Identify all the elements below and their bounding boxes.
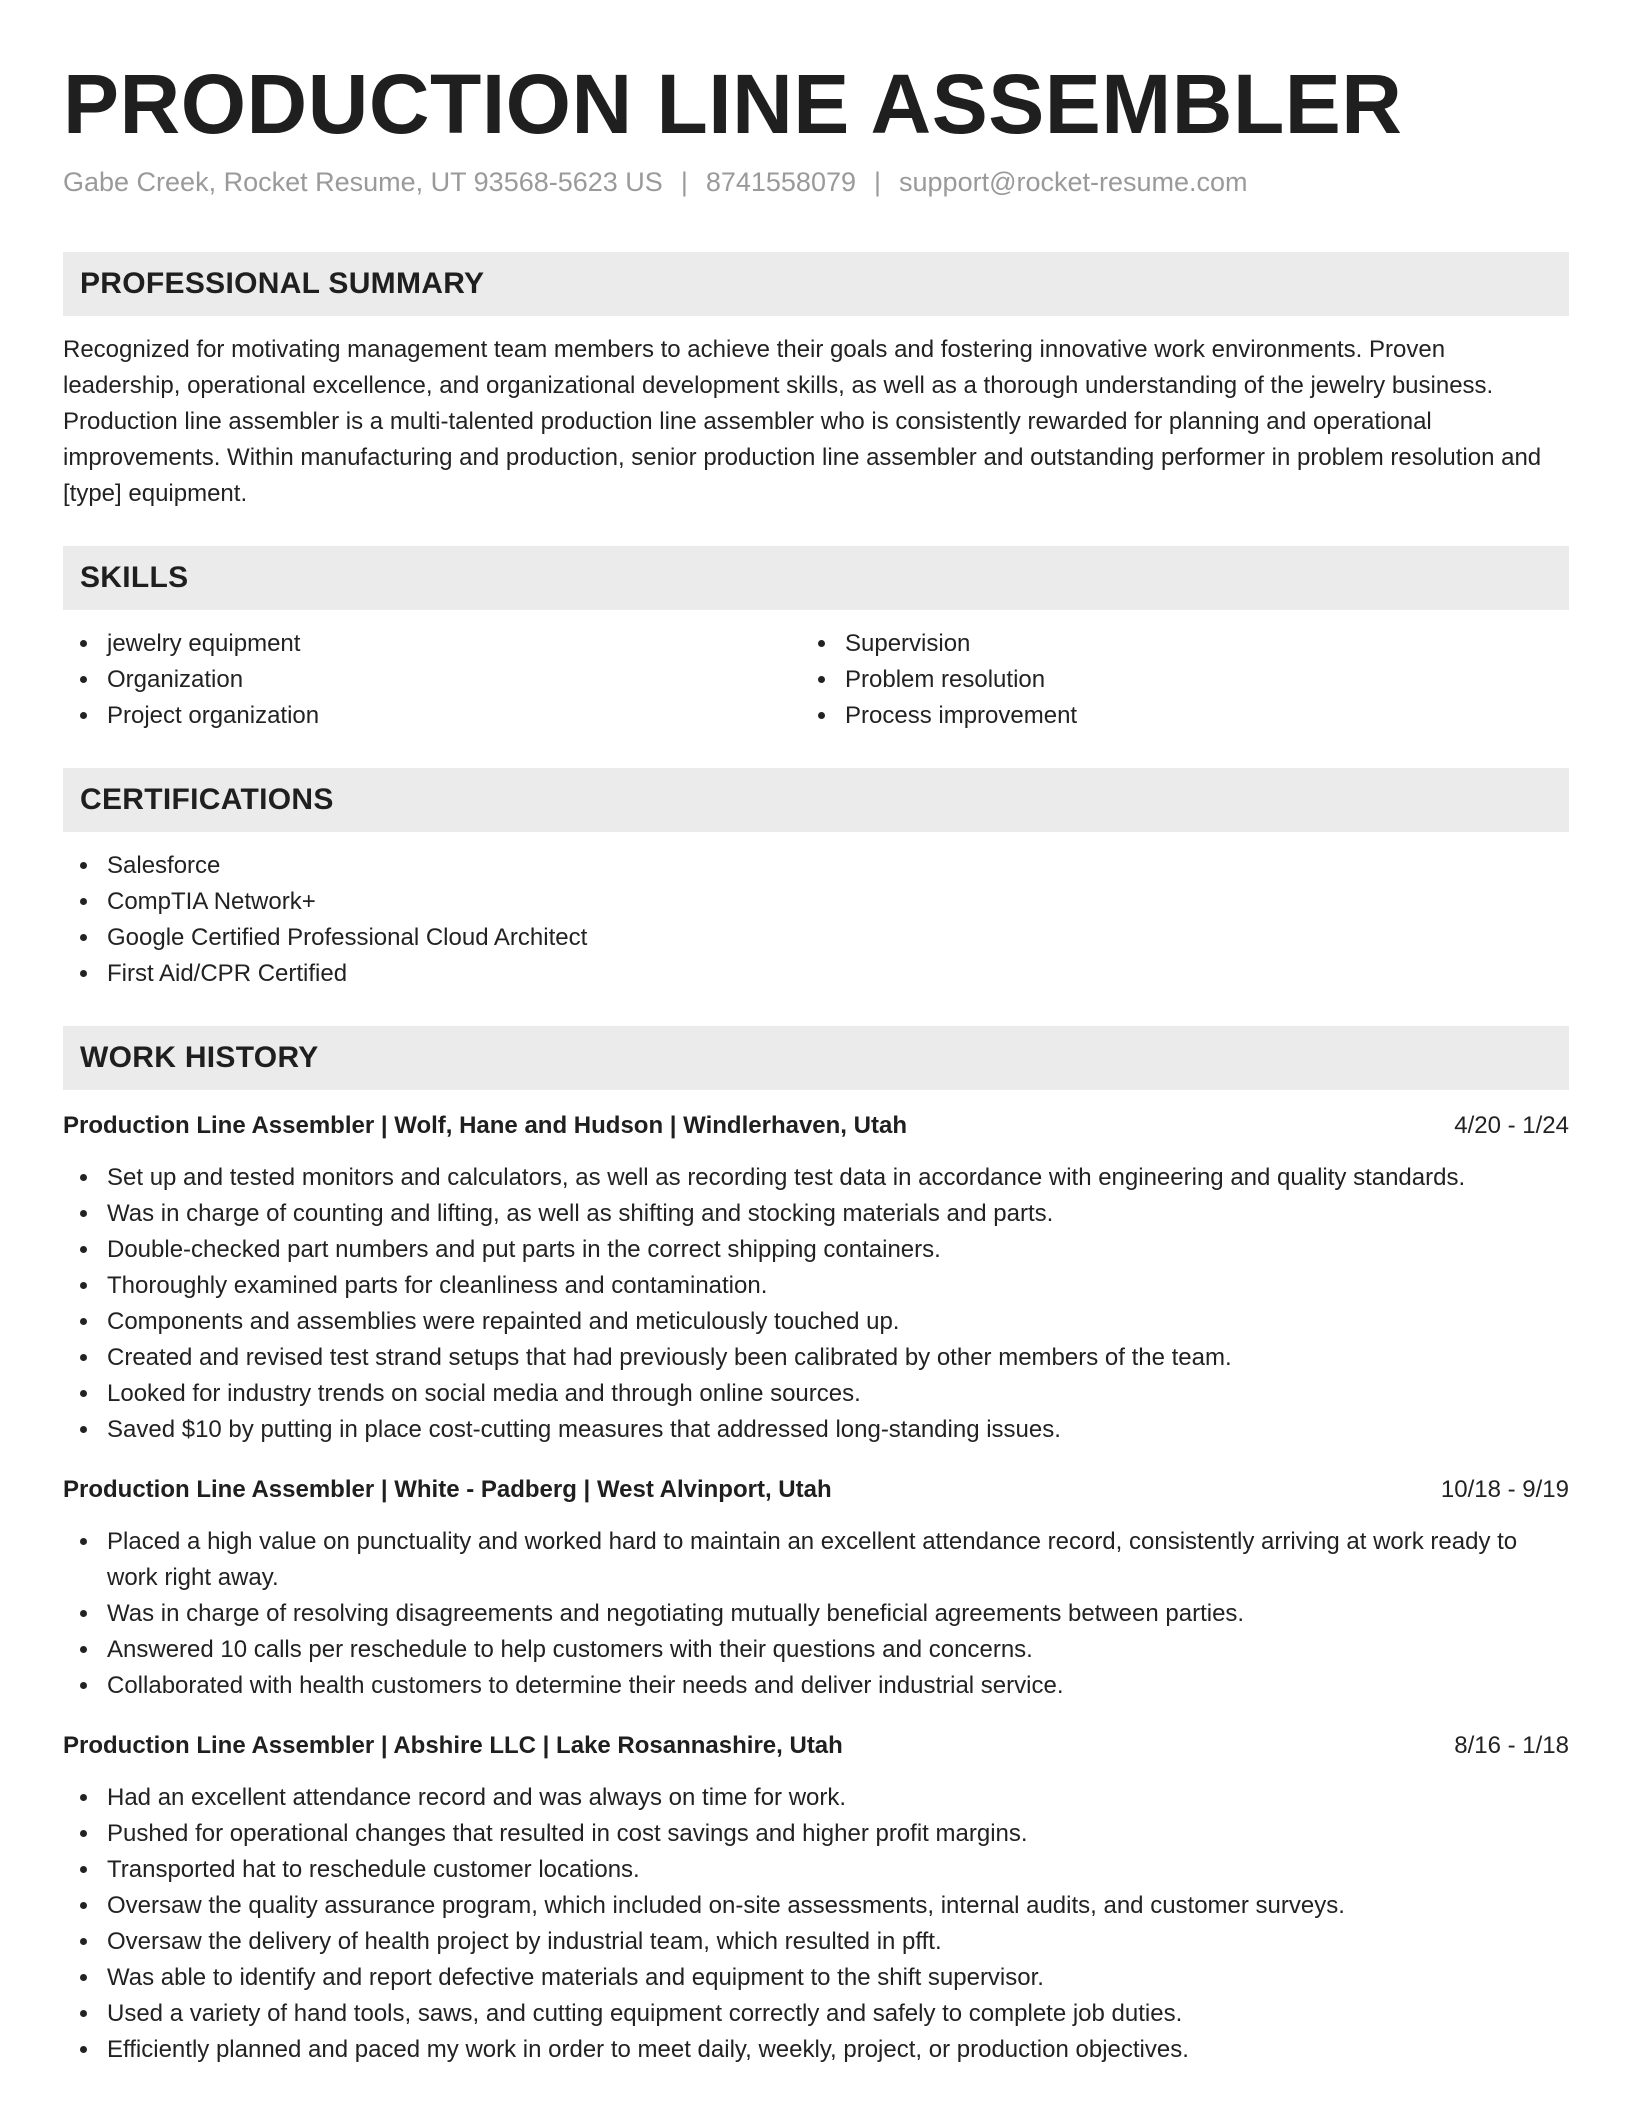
job-title: Production Line Assembler | Abshire LLC | Lake Rosannashire, Utah [63,1732,843,1759]
job-bullets [63,1780,1569,2068]
skill-item: Problem resolution [801,662,1539,698]
job-entry [63,1108,1569,1448]
job-bullet: Was able to identify and report defective materials and equipment to the shift supervisor. [63,1960,1569,1996]
candidate-name: PRODUCTION LINE ASSEMBLER [63,57,1403,151]
job-dates: 4/20 - 1/24 [1454,1112,1569,1139]
job-header [63,1728,1569,1764]
contact-separator: | [680,167,688,197]
job-bullet: Was in charge of resolving disagreements and negotiating mutually beneficial agreements between parties. [63,1596,1569,1632]
contact-address: Gabe Creek, Rocket Resume, UT 93568-5623 US [63,167,663,197]
job-entry [63,1728,1569,2068]
job-bullet: Double-checked part numbers and put parts in the correct shipping containers. [63,1232,1569,1268]
job-dates: 10/18 - 9/19 [1440,1476,1569,1503]
job-bullet: Pushed for operational changes that resulted in cost savings and higher profit margins. [63,1816,1569,1852]
skills-column-left [63,626,801,734]
contact-email: support@rocket-resume.com [899,167,1248,197]
job-bullet: Was in charge of counting and lifting, as well as shifting and stocking materials and parts. [63,1196,1569,1232]
job-bullet: Transported hat to reschedule customer locations. [63,1852,1569,1888]
job-bullet: Oversaw the delivery of health project by industrial team, which resulted in pfft. [63,1924,1569,1960]
skill-item: Organization [63,662,801,698]
skill-item: jewelry equipment [63,626,801,662]
summary-text: Recognized for motivating management team members to achieve their goals and fostering innovative work environments. Proven leadership, operational excellence, and organizational development skills, as well as a thorough understanding of the jewelry business. Production line assembler is a multi-talented production line assembler who is consistently rewarded for planning and operational improvements. Within manufacturing and production, senior production line assembler and outstanding performer in problem resolution and [type] equipment. [63,336,1542,507]
job-bullet: Created and revised test strand setups that had previously been calibrated by other members of the team. [63,1340,1569,1376]
skills-column-right [801,626,1539,734]
job-bullet: Oversaw the quality assurance program, which included on-site assessments, internal audits, and customer surveys. [63,1888,1569,1924]
skills-list [63,626,1569,734]
job-bullet: Used a variety of hand tools, saws, and cutting equipment correctly and safely to complete job duties. [63,1996,1569,2032]
job-dates: 8/16 - 1/18 [1454,1732,1569,1759]
contact-separator: | [874,167,882,197]
job-bullet: Placed a high value on punctuality and worked hard to maintain an excellent attendance record, consistently arriving at work ready to work right away. [63,1524,1569,1596]
job-bullet: Looked for industry trends on social media and through online sources. [63,1376,1569,1412]
section-heading-work-history: WORK HISTORY [63,1026,1569,1090]
job-header [63,1108,1569,1144]
job-bullet: Efficiently planned and paced my work in order to meet daily, weekly, project, or production objectives. [63,2032,1569,2068]
certification-item: CompTIA Network+ [63,884,1569,920]
job-bullets [63,1524,1569,1704]
job-bullet: Components and assemblies were repainted and meticulously touched up. [63,1304,1569,1340]
job-bullet: Had an excellent attendance record and was always on time for work. [63,1780,1569,1816]
job-bullet: Set up and tested monitors and calculators, as well as recording test data in accordance with engineering and quality standards. [63,1160,1569,1196]
contact-line [63,162,1569,202]
section-heading-certifications: CERTIFICATIONS [63,768,1569,832]
job-title: Production Line Assembler | Wolf, Hane and Hudson | Windlerhaven, Utah [63,1112,907,1139]
job-bullet: Answered 10 calls per reschedule to help customers with their questions and concerns. [63,1632,1569,1668]
certification-item: First Aid/CPR Certified [63,956,1569,992]
certification-item: Salesforce [63,848,1569,884]
job-bullets [63,1160,1569,1448]
job-entry [63,1472,1569,1704]
contact-phone: 8741558079 [705,167,856,197]
certification-item: Google Certified Professional Cloud Architect [63,920,1569,956]
section-heading-summary: PROFESSIONAL SUMMARY [63,252,1569,316]
certifications-list [63,848,1569,992]
skill-item: Project organization [63,698,801,734]
job-bullet: Thoroughly examined parts for cleanliness and contamination. [63,1268,1569,1304]
job-bullet: Collaborated with health customers to determine their needs and deliver industrial service. [63,1668,1569,1704]
job-title: Production Line Assembler | White - Padberg | West Alvinport, Utah [63,1476,832,1503]
skill-item: Supervision [801,626,1539,662]
skill-item: Process improvement [801,698,1539,734]
section-heading-skills: SKILLS [63,546,1569,610]
job-bullet: Saved $10 by putting in place cost-cutting measures that addressed long-standing issues. [63,1412,1569,1448]
job-header [63,1472,1569,1508]
